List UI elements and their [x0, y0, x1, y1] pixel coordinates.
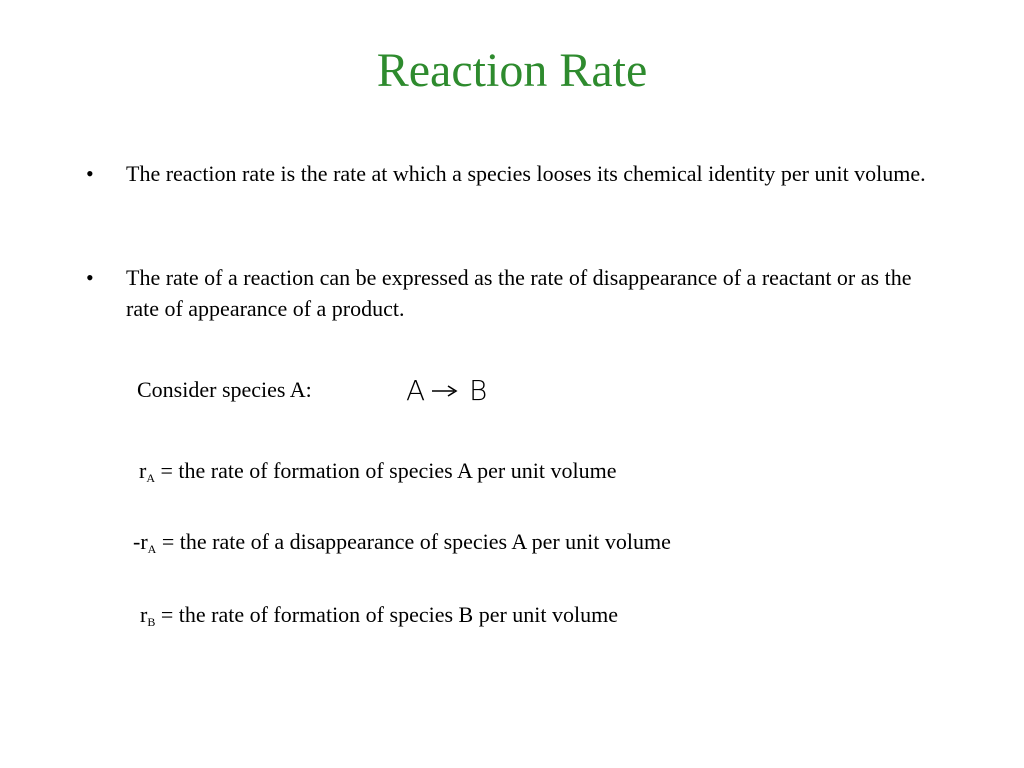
consider-label: Consider species A: [137, 377, 312, 402]
bullet-marker: • [86, 161, 94, 186]
reactant-label: A [406, 374, 426, 406]
definition-text: = the rate of formation of species A per unit volume [155, 458, 617, 483]
rate-symbol: r [139, 458, 147, 483]
rate-subscript: A [146, 471, 155, 485]
rate-symbol: r [140, 602, 148, 627]
rate-subscript: B [147, 615, 156, 629]
rate-subscript: A [147, 542, 157, 556]
definition-text: = the rate of a disappearance of species A per unit volume [156, 529, 671, 554]
bullet-item [86, 158, 936, 189]
reaction-equation [404, 374, 494, 406]
product-label: B [469, 374, 488, 406]
definition-line [140, 601, 618, 636]
definition-line [139, 457, 616, 492]
bullet-text: The reaction rate is the rate at which a species looses its chemical identity per unit volume. [126, 161, 926, 186]
rate-symbol: -r [133, 529, 148, 554]
bullet-item [86, 262, 936, 324]
bullet-text: The rate of a reaction can be expressed as the rate of disappearance of a reactant or as the rate of appearance of a product. [126, 265, 912, 321]
slide-title: Reaction Rate [376, 44, 648, 97]
definition-line [133, 528, 671, 563]
bullet-marker: • [86, 265, 94, 290]
definition-text: = the rate of formation of species B per unit volume [155, 602, 619, 627]
